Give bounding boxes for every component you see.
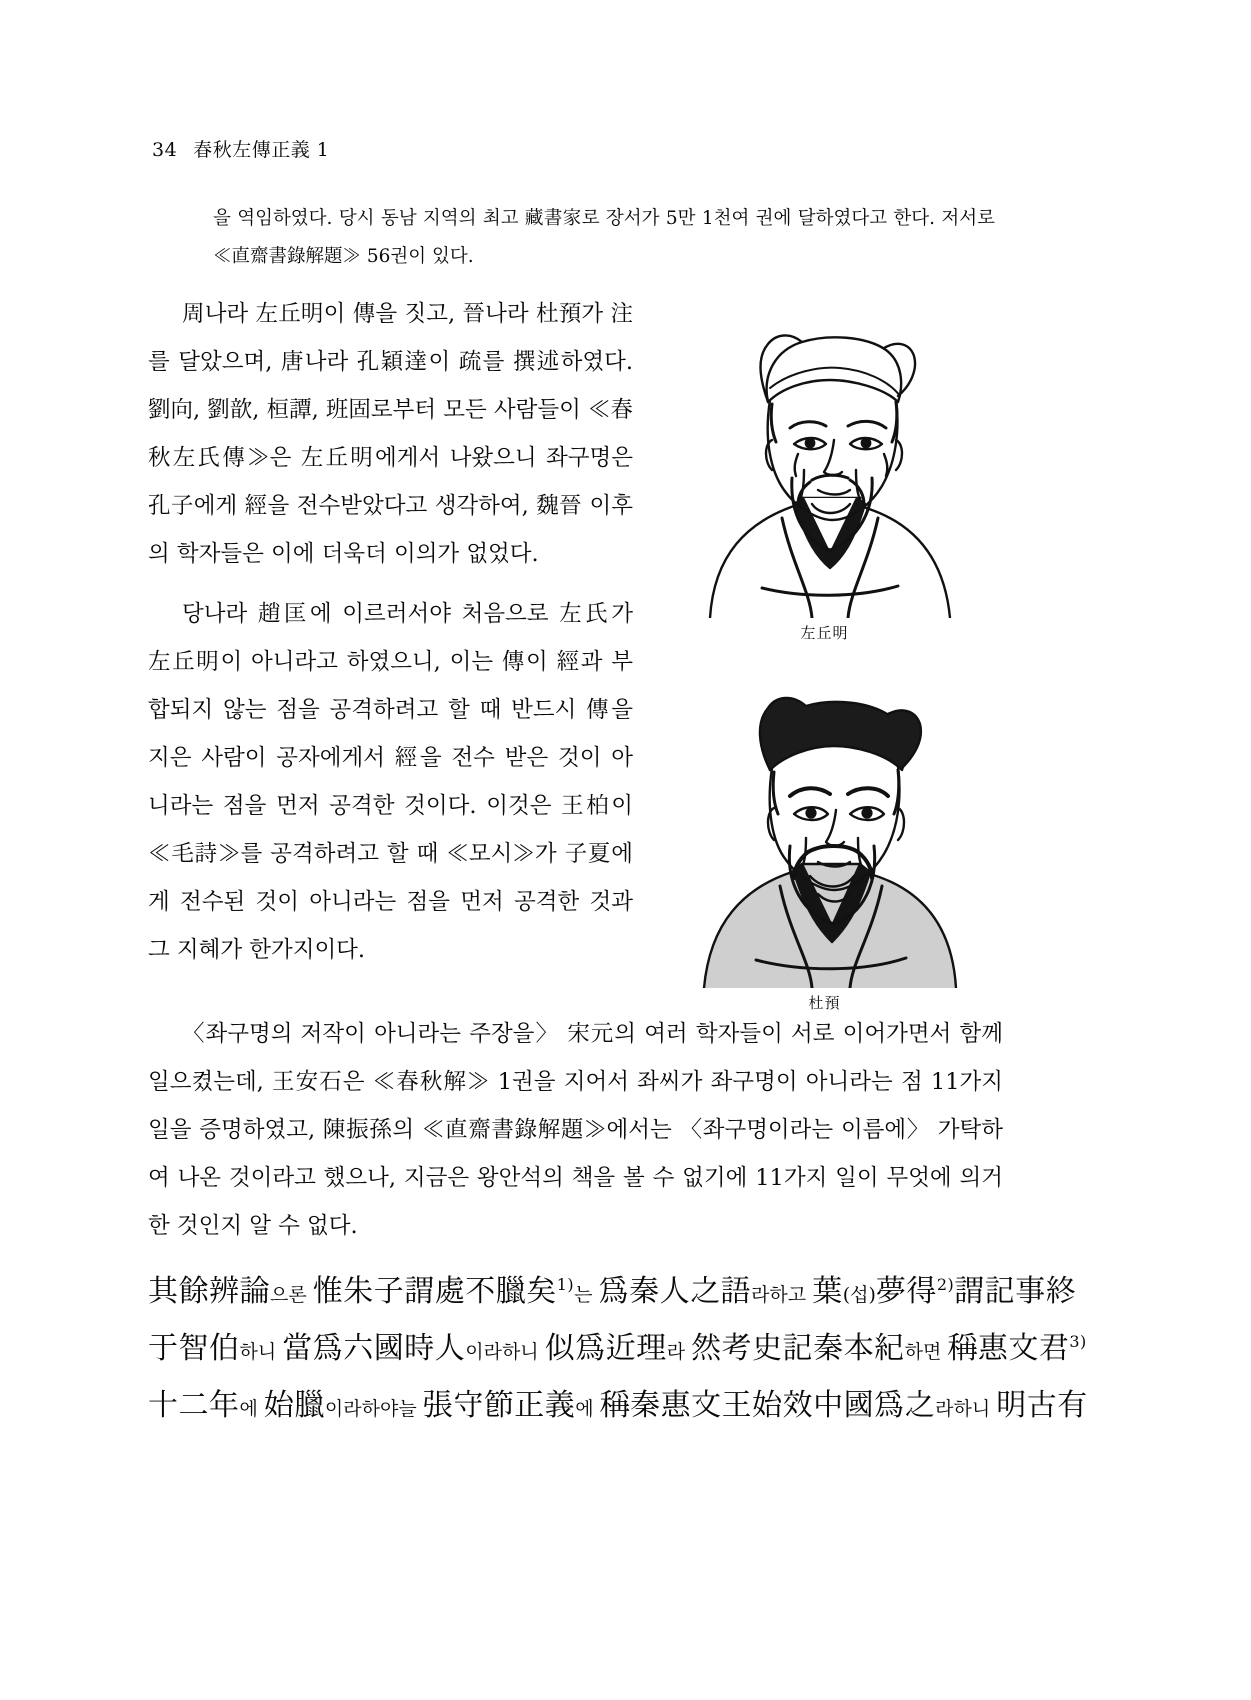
chinese-text: 夢得 bbox=[875, 1274, 937, 1309]
chinese-text: 當爲六國時人 bbox=[282, 1331, 466, 1366]
chinese-text: 稱秦惠文王始效中國爲之 bbox=[599, 1388, 936, 1423]
korean-gloss: 이라하니 bbox=[465, 1341, 545, 1363]
korean-gloss: 에 bbox=[575, 1398, 600, 1420]
chinese-text: 稱惠文君 bbox=[947, 1331, 1070, 1366]
chinese-text: 爲秦人之語 bbox=[598, 1274, 752, 1309]
korean-gloss: 라하니 bbox=[935, 1398, 997, 1420]
portrait-zuoqiuming-image bbox=[652, 292, 997, 618]
figure-caption: 左丘明 bbox=[800, 624, 849, 642]
classical-passage bbox=[148, 1265, 1088, 1436]
body-narrow-column bbox=[148, 290, 633, 978]
footnote-marker: 2) bbox=[936, 1275, 955, 1294]
classical-line bbox=[148, 1379, 1088, 1436]
chinese-text: 始臘 bbox=[263, 1388, 325, 1423]
chinese-text: 似爲近理 bbox=[544, 1331, 667, 1366]
book-title: 春秋左傳正義 1 bbox=[193, 139, 330, 161]
chinese-text: 葉 bbox=[812, 1274, 843, 1309]
running-head bbox=[152, 135, 329, 162]
chinese-text: 明古有 bbox=[996, 1388, 1088, 1423]
page-number: 34 bbox=[152, 139, 178, 161]
footnote-marker: 1) bbox=[556, 1275, 575, 1294]
chinese-text: 其餘辨論 bbox=[148, 1274, 270, 1309]
paragraph-3: 〈좌구명의 저작이 아니라는 주장을〉 宋元의 여러 학자들이 서로 이어가면서 함께 일으켰는데, 王安石은 ≪春秋解≫ 1권을 지어서 좌씨가 좌구명이 아니라는 점 11가지 일을 증명하였고, 陳振孫의 ≪直齋書錄解題≫에서는 〈좌구명이라는 이름에〉 가탁하여 나온 것이라고 했으나, 지금은 왕안석의 책을 볼 수 없기에 11가지 일이 무엇에 의거한 것인지 알 수 없다. bbox=[148, 1021, 1003, 1239]
footnote-continuation bbox=[213, 200, 995, 276]
korean-gloss: 라하고 bbox=[751, 1284, 813, 1306]
figure-duyu bbox=[652, 662, 997, 1013]
chinese-text: 然考史記秦本紀 bbox=[691, 1331, 905, 1366]
chinese-text: 謂記事終 bbox=[954, 1274, 1077, 1309]
korean-gloss: 라 bbox=[666, 1341, 692, 1363]
chinese-text: 張守節正義 bbox=[422, 1388, 576, 1423]
portrait-duyu-image bbox=[652, 662, 997, 988]
note-text: 을 역임하였다. 당시 동남 지역의 최고 藏書家로 장서가 5만 1천여 권에 달하였다고 한다. 저서로 ≪直齋書錄解題≫ 56권이 있다. bbox=[213, 208, 995, 267]
korean-gloss: 으론 bbox=[270, 1284, 313, 1306]
korean-gloss: 이라하야늘 bbox=[324, 1398, 423, 1420]
chinese-text: 十二年 bbox=[148, 1388, 240, 1423]
figure-caption: 杜預 bbox=[808, 994, 841, 1012]
korean-gloss: 하니 bbox=[239, 1341, 283, 1363]
paragraph-2: 당나라 趙匡에 이르러서야 처음으로 左氏가 左丘明이 아니라고 하였으니, 이는 傳이 經과 부합되지 않는 점을 공격하려고 할 때 반드시 傳을 지은 사람이 공자에게서 經을 전수 받은 것이 아니라는 점을 먼저 공격한 것이다. 이것은 王柏이 ≪毛詩≫를 공격하려고 할 때 ≪모시≫가 子夏에게 전수된 것이 아니라는 점을 먼저 공격한 것과 그 지혜가 한가지이다. bbox=[148, 601, 633, 963]
figure-zuoqiuming bbox=[652, 292, 997, 643]
classical-line bbox=[148, 1322, 1087, 1379]
korean-gloss: 하면 bbox=[904, 1341, 948, 1363]
korean-gloss: 는 bbox=[574, 1284, 599, 1306]
footnote-marker: 3) bbox=[1069, 1332, 1087, 1351]
body-wide-column bbox=[148, 1010, 1003, 1250]
chinese-text: 惟朱子謂處不臘矣 bbox=[312, 1274, 557, 1309]
korean-gloss: (섭) bbox=[842, 1284, 876, 1306]
korean-gloss: 에 bbox=[239, 1398, 264, 1420]
chinese-text: 于智伯 bbox=[148, 1331, 240, 1366]
paragraph-1: 周나라 左丘明이 傳을 짓고, 晉나라 杜預가 注를 달았으며, 唐나라 孔穎達이 疏를 撰述하였다. 劉向, 劉歆, 桓譚, 班固로부터 모든 사람들이 ≪春秋左氏傳≫은 左丘明에게서 나왔으니 좌구명은 孔子에게 經을 전수받았다고 생각하여, 魏晉 이후의 학자들은 이에 더욱더 이의가 없었다. bbox=[148, 301, 633, 567]
classical-line bbox=[148, 1265, 1077, 1322]
